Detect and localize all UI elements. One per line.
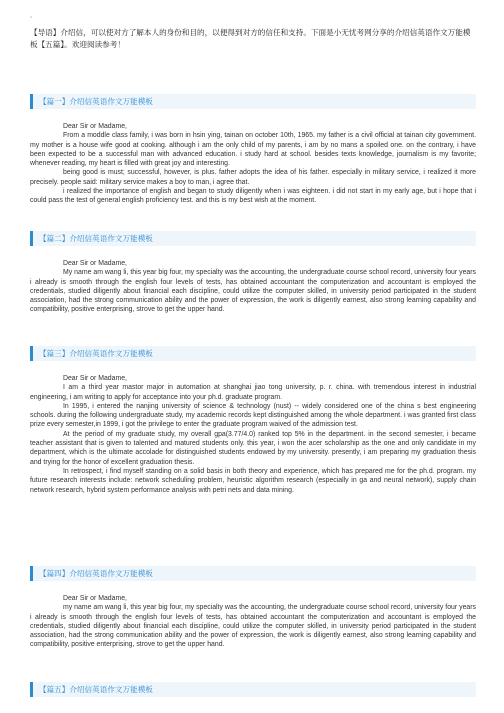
section-2-paragraph-1: My name am wang li, this year big four, my specialty was the accounting, the undergraduate course school record, university four years i already is smooth through the english four levels of tests, has obtained accountant the computerization and accountant is employed the credentials, studied diligently about financial each discipline, could utilize the computer skilled, in university period participated in the student association, had the strong communication ability and the power of expression, the work is diligently earnest, also strong learning capability and compatibility, positive enterprising, strove to get the upper hand. — [30, 269, 476, 314]
section-3-body — [30, 374, 476, 495]
section-4-title: 【篇四】介绍信英语作文万能模板 — [30, 566, 476, 581]
section-3-paragraph-2: In 1995, i entered the nanjing university of science & technology (nust) -- widely considered one of the china s best engineering schools. during the following undergraduate study, my academic records kept distinguished among the whole department. i was granted first class prize every semester,in 1999, i got the privilege to enter the graduate program waived of the admission test. — [30, 402, 476, 429]
section-3-paragraph-1: I am a third year mastor major in automation at shanghai jiao tong university, p. r. china. with tremendous interest in industrial engineering, i am writing to apply for acceptance into your ph.d. graduate program. — [30, 384, 476, 401]
section-4-paragraph-1: my name am wang li, this year big four, my specialty was the accounting, the undergraduate course school record, university four years i already is smooth through the english four levels of tests, has obtained accountant the computerization and accountant is employed the credentials, studied diligently about financial each discipline, could utilize the computer skilled, in university period participated in the student association, had the strong communication ability and the power of expression, the work is diligently earnest, also strong learning capability and compatibility, positive enterprising, strove to get the upper hand. — [30, 604, 476, 649]
section-2-title: 【篇二】介绍信英语作文万能模板 — [30, 231, 476, 246]
section-4-salutation: Dear Sir or Madame, — [63, 595, 127, 602]
section-2-salutation: Dear Sir or Madame, — [63, 260, 127, 267]
section-2-body — [30, 259, 476, 315]
section-1-paragraph-3: i realized the importance of english and began to study diligently when i was eighteen. i did not start in my early age, but i hope that i could pass the test of general english proficiency test. and this is my best wish at the moment. — [30, 188, 476, 205]
section-3 — [30, 346, 476, 495]
section-3-paragraph-4: In retrospect, i find myself standing on a solid basis in both theory and experience, which has prepared me for the ph.d. program. my future research interests include: network scheduling problem, heuristic algorithm research (especially in ga and neural network), supply chain network research, hybrid system performance analysis with petri nets and data mining. — [30, 467, 476, 494]
section-3-salutation: Dear Sir or Madame, — [63, 375, 127, 382]
section-1-title: 【篇一】介绍信英语作文万能模板 — [30, 94, 476, 109]
section-3-title: 【篇三】介绍信英语作文万能模板 — [30, 346, 476, 361]
section-4-body — [30, 594, 476, 650]
section-5 — [30, 682, 476, 697]
section-3-paragraph-3: At the period of my graduate study, my overall gpa(3.77/4.0) ranked top 5% in the department. in the second semester, i became teacher assistant that is given to talented and matured students only. this year, i won the acer scholarship as the one and only candidate in my department, which is the ultimate accolade for distinguished students endowed by my university. presently, i am preparing my graduation thesis and trying for the honor of excellent graduation thesis. — [30, 430, 476, 466]
section-4 — [30, 566, 476, 650]
section-2 — [30, 231, 476, 315]
section-1-paragraph-2: being good is must; successful, however, is plus. father adopts the idea of his father. especially in military service, i realized it more precisely. people said: military service makes a boy to man, i agree that. — [30, 169, 476, 186]
section-1 — [30, 94, 476, 206]
section-5-title: 【篇五】介绍信英语作文万能模板 — [30, 682, 476, 697]
section-1-body — [30, 122, 476, 206]
section-1-salutation: Dear Sir or Madame, — [63, 123, 127, 130]
page-corner-mark: ▫ — [30, 15, 33, 21]
intro-text: 【导语】介绍信，可以使对方了解本人的身份和目的，以便得到对方的信任和支持。下面是小无忧考网分享的介绍信英语作文万能模板【五篇】。欢迎阅读参考！ — [30, 28, 471, 49]
section-1-paragraph-1: From a moddle class family, i was born in hsin ying, tainan on october 10th, 1965. my father is a civil official at tainan city government. my mother is a house wife good at cooking. although i am the only child of my parents, i am by no mans a spoiled one. on the contrary, i have been expected to be a successful man with advanced education. i study hard at school. besides texts knowledge, journalism is my favorite; whenever reading, my heart is filled with great joy and interesting. — [30, 132, 476, 168]
